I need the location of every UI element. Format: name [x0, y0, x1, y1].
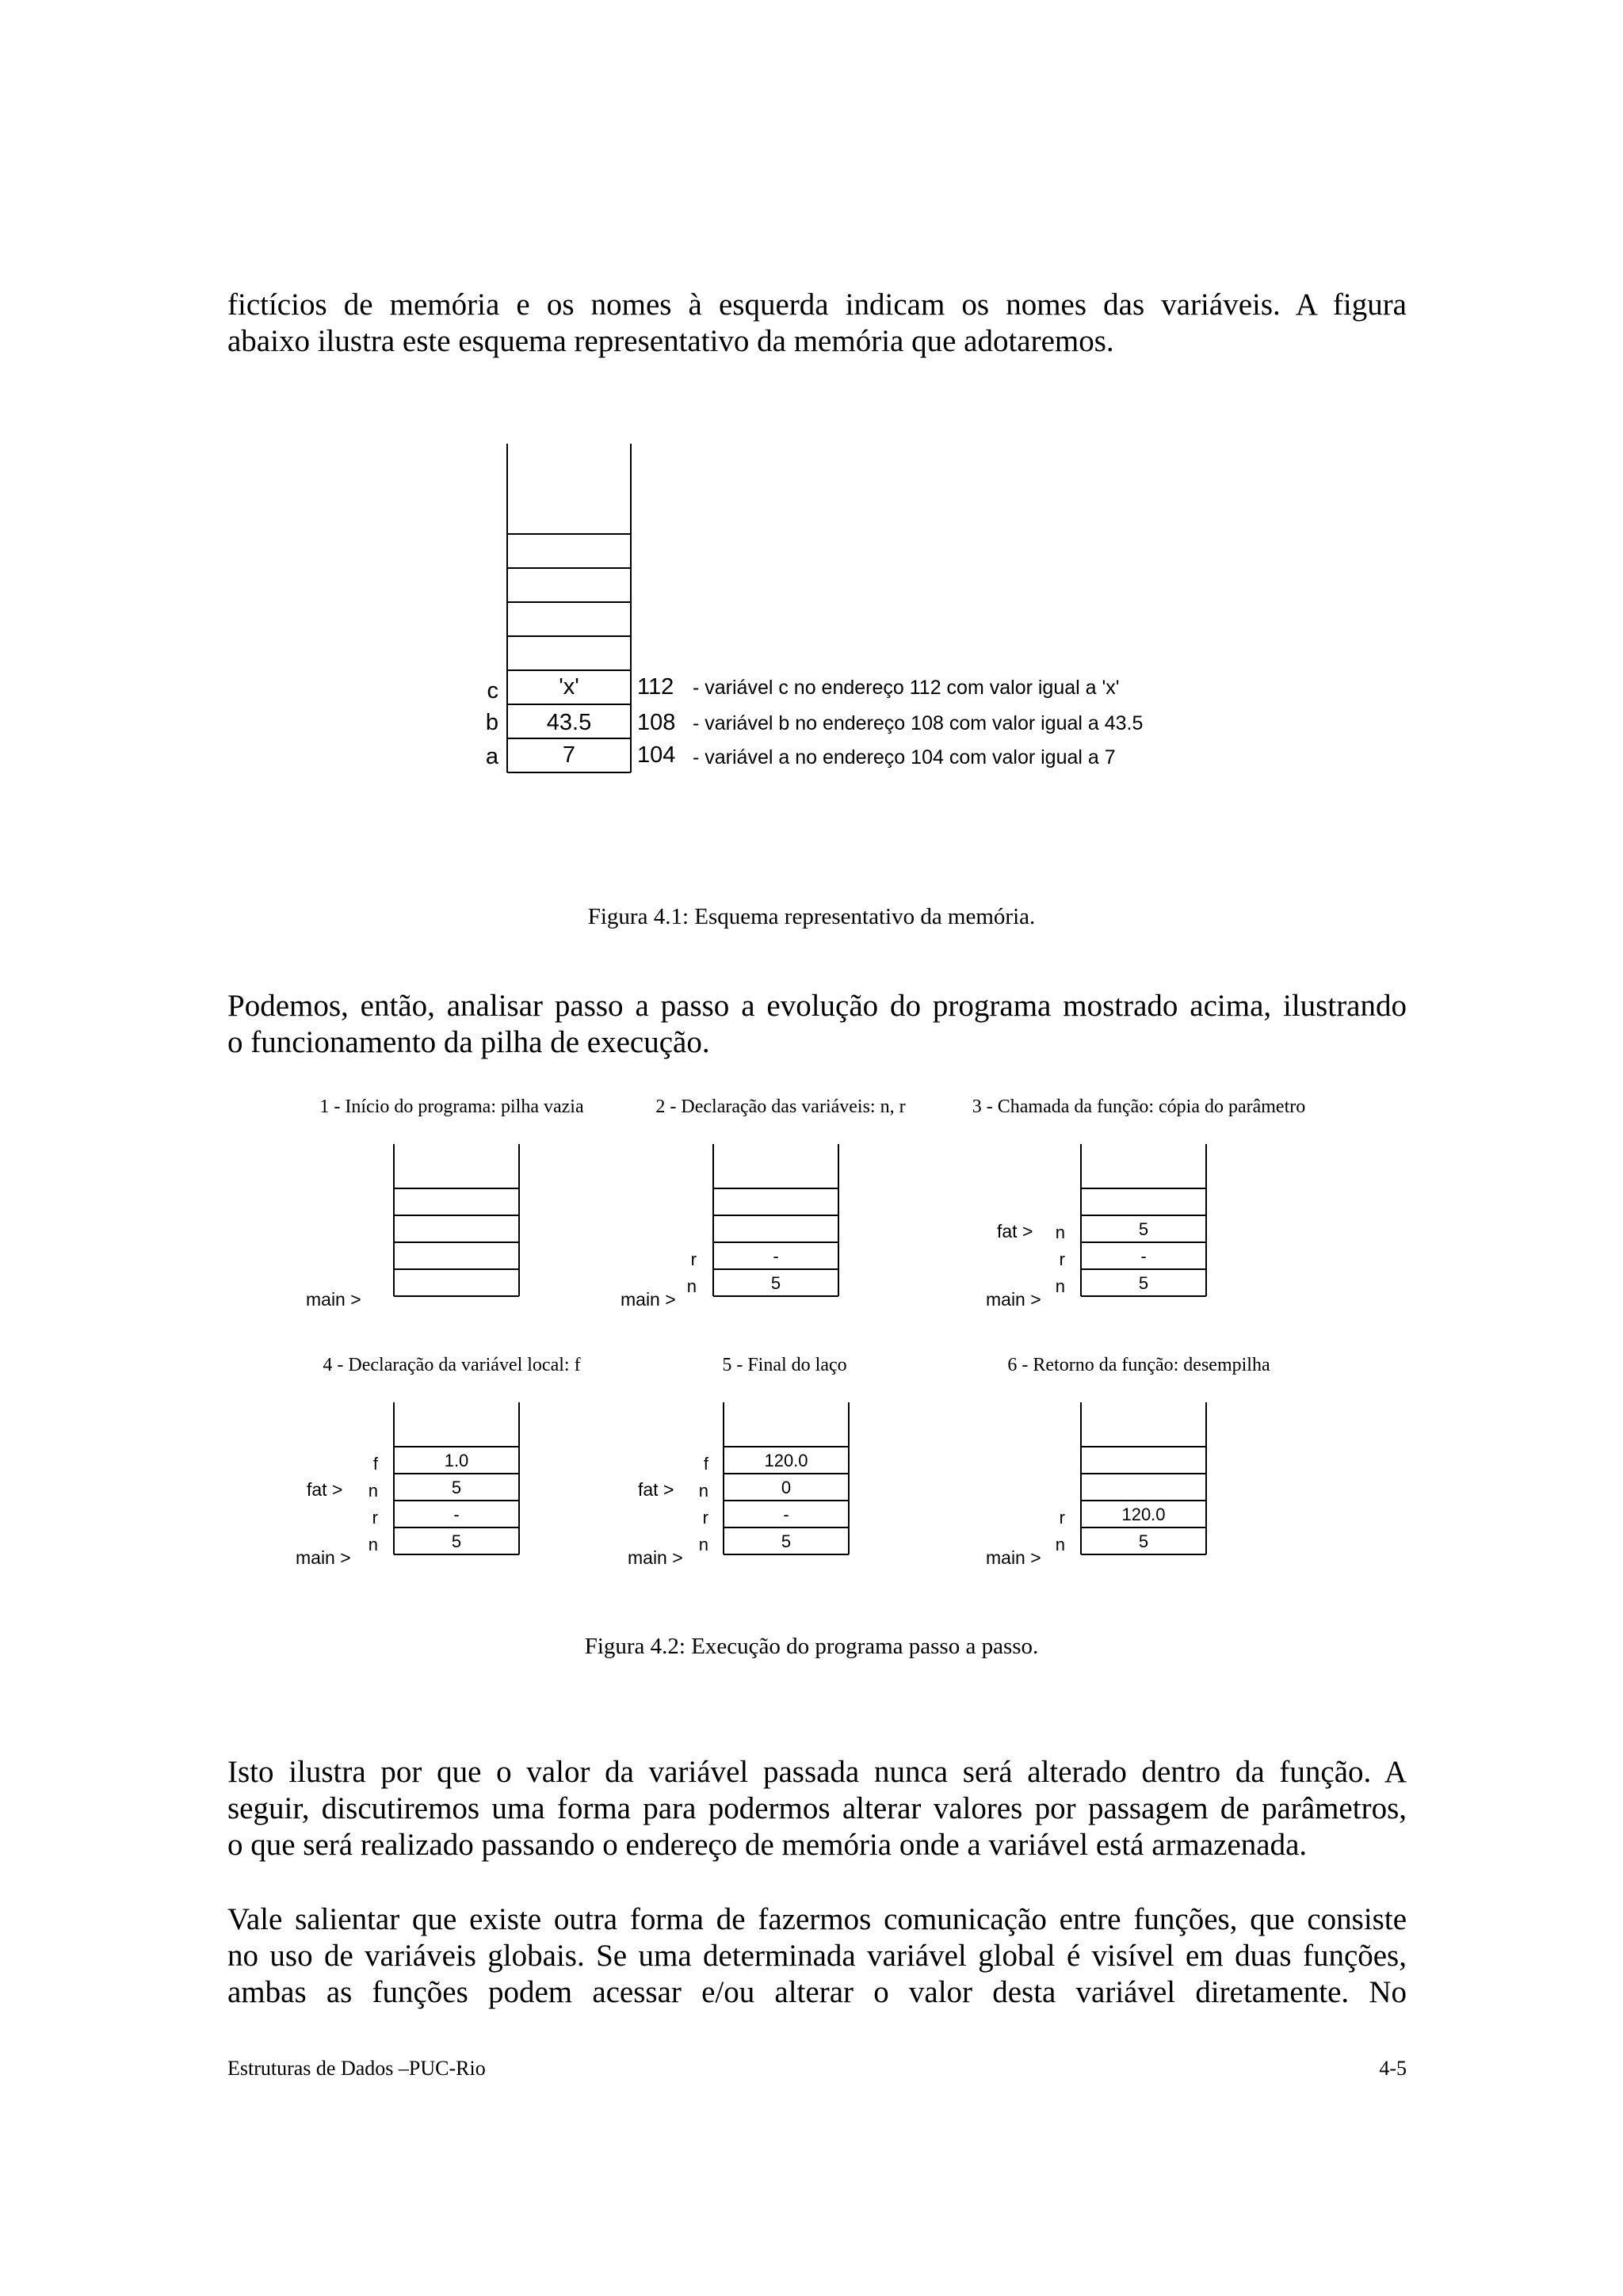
cell-variable-name: r [372, 1508, 378, 1527]
cell-variable-name: r [702, 1508, 708, 1527]
cell-value: 5 [451, 1478, 462, 1497]
cell-value: 5 [770, 1273, 781, 1293]
text-line: abaixo ilustra este esquema representativo da memória que adotaremos. [227, 324, 1114, 358]
cell-variable-name: f [372, 1454, 378, 1474]
frame-label-fat: fat > [997, 1221, 1033, 1241]
cell-variable-name: n [698, 1481, 708, 1501]
variable-name-a: a [485, 744, 498, 769]
cell-value: 5 [781, 1531, 792, 1551]
explanation-paragraph [227, 1754, 1407, 1863]
footer-left: Estruturas de Dados –PUC-Rio [227, 2057, 486, 2080]
cell-variable-name: n [1055, 1222, 1065, 1242]
cell-value: 120.0 [764, 1451, 808, 1470]
variable-value-c: 'x' [559, 674, 579, 700]
cell-variable-name: n [698, 1535, 708, 1554]
variable-note-c: - variável c no endereço 112 com valor igual a 'x' [693, 677, 1120, 699]
step-title: 3 - Chamada da função: cópia do parâmetro [972, 1097, 1306, 1117]
text-line: Isto ilustra por que o valor da variável passada nunca será alterado dentro da função. A [227, 1755, 1407, 1789]
frame-label-main: main > [986, 1547, 1041, 1568]
frame-label-fat: fat > [307, 1479, 343, 1500]
step-title: 4 - Declaração da variável local: f [323, 1355, 581, 1375]
cell-variable-name: n [1055, 1276, 1065, 1296]
cell-value: 120.0 [1121, 1505, 1166, 1524]
variable-name-c: c [487, 678, 498, 704]
variable-note-a: - variável a no endereço 104 com valor igual a 7 [693, 746, 1116, 769]
figure2-caption: Figura 4.2: Execução do programa passo a passo. [584, 1634, 1039, 1659]
cell-value: 1.0 [444, 1451, 469, 1470]
cell-variable-name: n [368, 1535, 378, 1554]
frame-label-main: main > [628, 1547, 683, 1568]
cell-variable-name: n [686, 1276, 697, 1296]
variable-address-a: 104 [637, 742, 676, 768]
global-variables-paragraph [227, 1901, 1407, 2011]
frame-label-main: main > [296, 1547, 351, 1568]
text-line: fictícios de memória e os nomes à esquerda indicam os nomes das variáveis. A figura [227, 288, 1407, 322]
cell-variable-name: n [368, 1481, 378, 1501]
variable-value-b: 43.5 [546, 710, 592, 735]
cell-variable-name: r [690, 1249, 697, 1269]
cell-value: 5 [451, 1531, 462, 1551]
step-title: 2 - Declaração das variáveis: n, r [655, 1097, 906, 1117]
step-title: 6 - Retorno da função: desempilha [1007, 1355, 1270, 1375]
text-line: Vale salientar que existe outra forma de fazermos comunicação entre funções, que consiste [227, 1902, 1407, 1936]
variable-note-b: - variável b no endereço 108 com valor igual a 43.5 [693, 712, 1144, 734]
frame-label-main: main > [986, 1289, 1041, 1310]
cell-variable-name: n [1055, 1535, 1065, 1554]
frame-label-fat: fat > [638, 1479, 674, 1500]
text-line: ambas as funções podem acessar e/ou alterar o valor desta variável diretamente. No [227, 1975, 1407, 2009]
figure1-caption: Figura 4.1: Esquema representativo da memória. [587, 904, 1036, 929]
step-title: 1 - Início do programa: pilha vazia [319, 1097, 584, 1117]
cell-variable-name: f [703, 1454, 708, 1474]
text-line: o funcionamento da pilha de execução. [227, 1025, 710, 1059]
cell-variable-name: r [1059, 1508, 1065, 1527]
cell-value: 5 [1138, 1273, 1149, 1293]
cell-value: - [1140, 1246, 1147, 1266]
cell-value: 5 [1138, 1531, 1149, 1551]
cell-value: - [773, 1246, 779, 1266]
cell-value: - [783, 1505, 789, 1524]
frame-label-main: main > [306, 1289, 361, 1310]
frame-label-main: main > [621, 1289, 676, 1310]
text-line: seguir, discutiremos uma forma para podermos alterar valores por passagem de parâmetros, [227, 1791, 1407, 1825]
variable-address-b: 108 [637, 710, 676, 735]
footer-page-number: 4-5 [1379, 2057, 1407, 2080]
cell-value: 0 [781, 1478, 792, 1497]
variable-name-b: b [485, 710, 498, 735]
cell-value: 5 [1138, 1219, 1149, 1239]
cell-value: - [453, 1505, 460, 1524]
step-title: 5 - Final do laço [722, 1355, 847, 1375]
variable-value-a: 7 [562, 742, 576, 768]
cell-variable-name: r [1059, 1249, 1065, 1269]
text-line: Podemos, então, analisar passo a passo a evolução do programa mostrado acima, ilustrando [227, 989, 1407, 1023]
text-line: o que será realizado passando o endereço de memória onde a variável está armazenada. [227, 1828, 1308, 1862]
text-line: no uso de variáveis globais. Se uma determinada variável global é visível em duas funções, [227, 1939, 1407, 1973]
variable-address-c: 112 [637, 674, 674, 700]
